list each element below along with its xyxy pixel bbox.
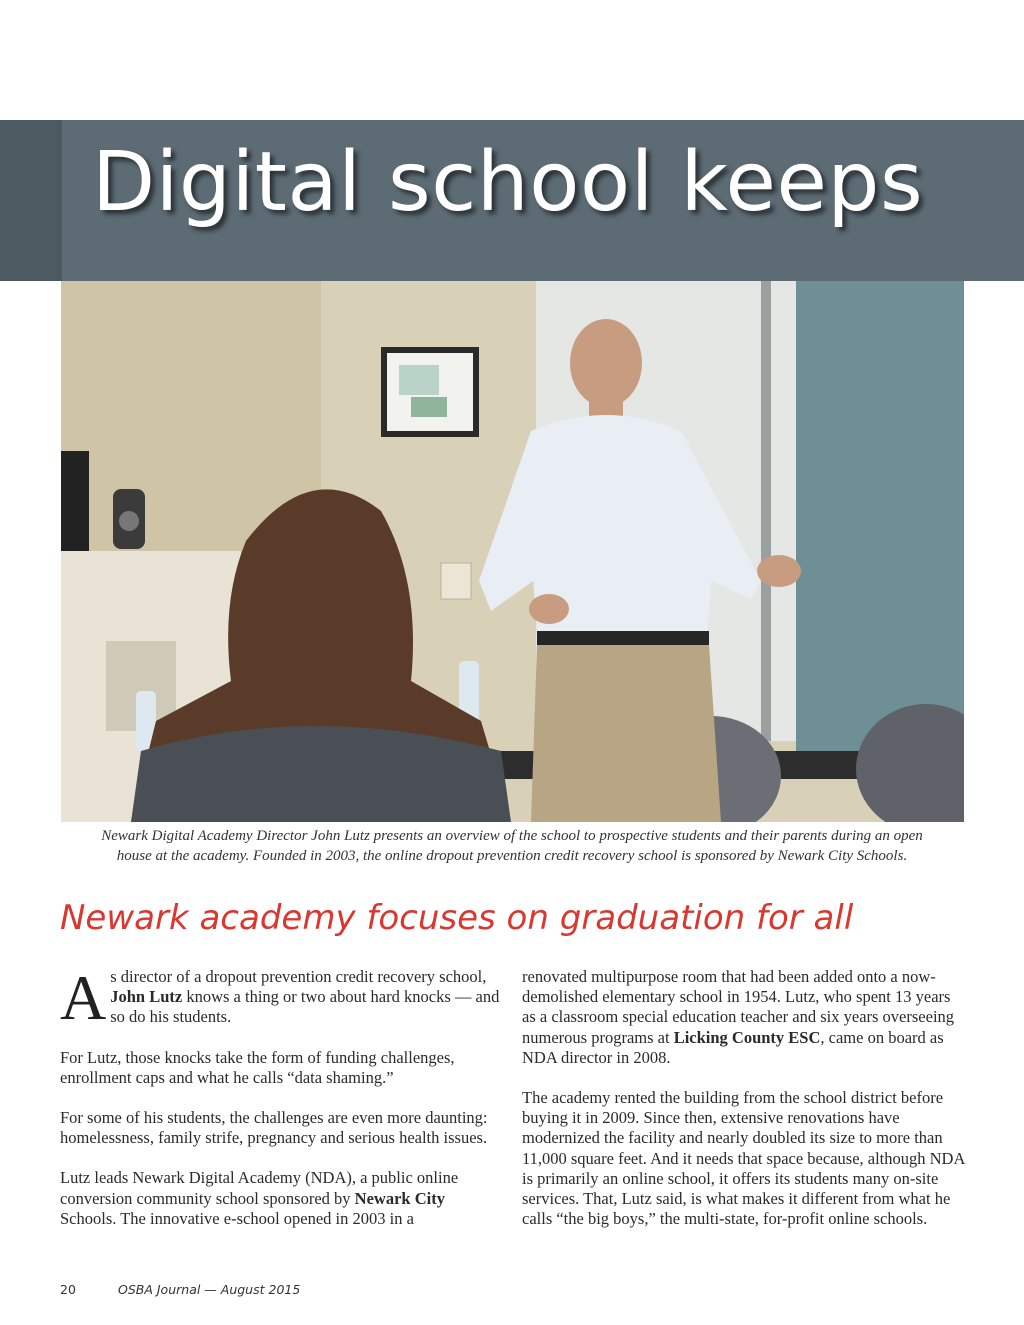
article-paragraph xyxy=(60,962,505,1033)
organization-name: Newark City xyxy=(354,1188,445,1208)
article-column-right xyxy=(522,967,967,1249)
photo-caption xyxy=(56,826,968,866)
paragraph-text: Schools. The innovative e-school opened in 2003 in a xyxy=(60,1208,414,1228)
article-subhead: Newark academy focuses on graduation for all xyxy=(60,898,854,938)
person-name: John Lutz xyxy=(110,987,183,1007)
feature-photo-illustration xyxy=(61,281,964,822)
paragraph-text: s director of a dropout prevention credit recovery school, xyxy=(110,967,487,986)
headline: Digital school keeps xyxy=(92,135,924,230)
article-paragraph xyxy=(60,1168,505,1229)
paragraph-text: renovated multipurpose room that had been added onto a now-demolished elementary school in 1954. Lutz, who spent 13 years as a classroom special education teacher and six years overseeing numerous programs at xyxy=(522,967,955,1047)
feature-photo xyxy=(61,281,964,822)
publication-footer: OSBA Journal — August 2015 xyxy=(118,1282,301,1297)
article-paragraph xyxy=(522,967,967,1068)
article-paragraph: The academy rented the building from the school district before buying it in 2009. Since then, extensive renovations have modernized the facility and nearly doubled its size to more than 11,000 square feet. And it needs that space because, although NDA is primarily an online school, it offers its students many on-site services. That, Lutz said, is what makes it different from what he calls “the big boys,” the multi-state, for-profit online schools. xyxy=(522,1088,965,1229)
page-number: 20 xyxy=(60,1282,76,1297)
article-column-left xyxy=(60,962,505,1249)
caption-line-2: house at the academy. Founded in 2003, the online dropout prevention credit recovery school is sponsored by Newark City Schools. xyxy=(116,848,908,864)
paragraph-text: , came on board as NDA director in 2008. xyxy=(522,1027,944,1067)
paragraph-text: knows a thing or two about hard knocks — and so do his students. xyxy=(110,987,500,1027)
drop-cap: A xyxy=(60,962,107,1033)
organization-name: Licking County ESC xyxy=(673,1027,821,1047)
paragraph-text: Lutz leads Newark Digital Academy (NDA), a public online conversion community school sponsored by xyxy=(60,1168,459,1208)
caption-line-1: Newark Digital Academy Director John Lutz presents an overview of the school to prospective students and their parents during an open xyxy=(101,828,923,844)
article-paragraph: For some of his students, the challenges are even more daunting: homelessness, family strife, pregnancy and serious health issues. xyxy=(60,1108,488,1148)
article-paragraph: For Lutz, those knocks take the form of funding challenges, enrollment caps and what he calls “data shaming.” xyxy=(60,1047,455,1087)
banner-edge xyxy=(0,120,62,281)
